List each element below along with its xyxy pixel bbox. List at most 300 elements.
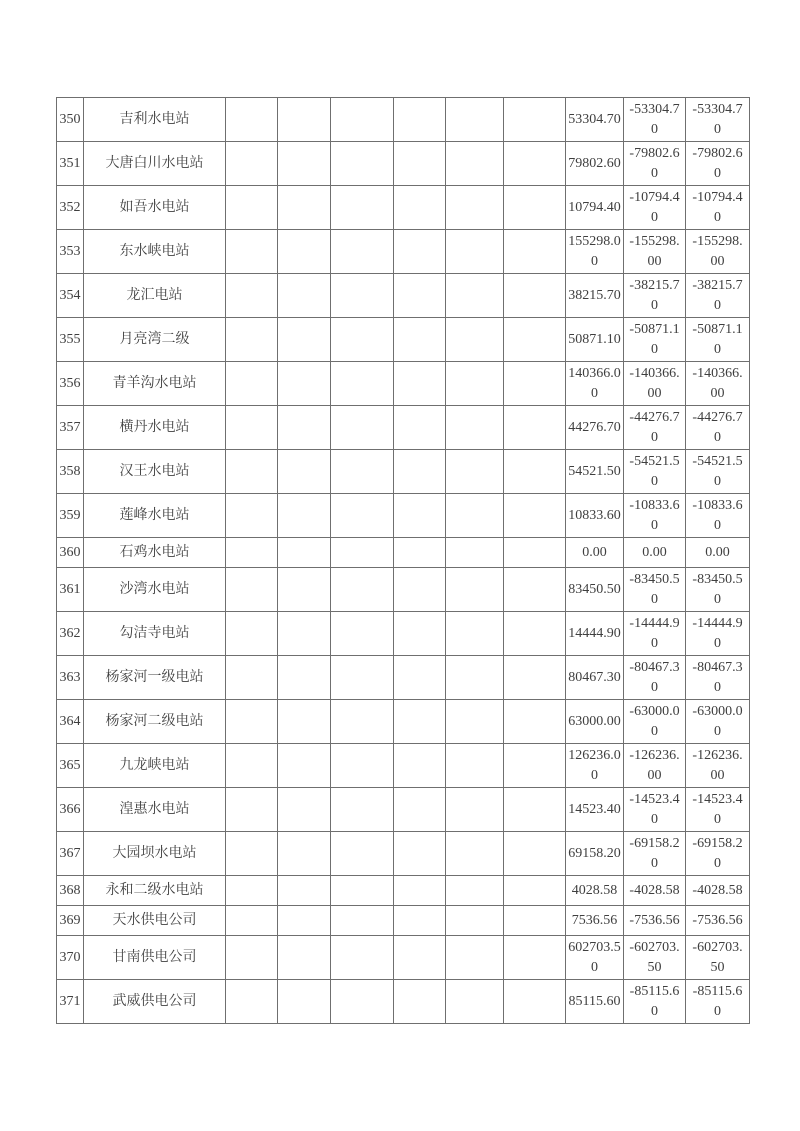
negative-amount-cell-1 [624, 876, 686, 906]
empty-cell [331, 980, 394, 1024]
station-name-cell: 龙汇电站 [84, 274, 226, 318]
negative-amount-cell-2-value: -63000.00 [692, 703, 743, 739]
negative-amount-cell-1 [624, 788, 686, 832]
negative-amount-cell-1-value: -63000.00 [629, 703, 680, 739]
amount-cell-value: 602703.50 [568, 939, 621, 975]
empty-cell [394, 876, 446, 906]
amount-cell-value: 14444.90 [568, 625, 621, 641]
empty-cell [226, 274, 278, 318]
empty-cell [394, 744, 446, 788]
empty-cell [504, 876, 566, 906]
row-number-cell: 359 [57, 494, 84, 538]
empty-cell [394, 274, 446, 318]
empty-cell [278, 450, 331, 494]
empty-cell [278, 318, 331, 362]
empty-cell [226, 406, 278, 450]
empty-cell [446, 318, 504, 362]
negative-amount-cell-1-value: -80467.30 [629, 659, 680, 695]
empty-cell [331, 362, 394, 406]
table-row [57, 700, 750, 744]
empty-cell [278, 186, 331, 230]
row-number-cell: 364 [57, 700, 84, 744]
amount-cell-value: 10833.60 [568, 507, 621, 523]
empty-cell [278, 936, 331, 980]
row-number-cell: 353 [57, 230, 84, 274]
amount-cell [566, 406, 624, 450]
empty-cell [394, 568, 446, 612]
empty-cell [278, 230, 331, 274]
negative-amount-cell-1-value: -38215.70 [629, 277, 680, 313]
negative-amount-cell-2 [686, 832, 750, 876]
empty-cell [504, 906, 566, 936]
station-name-cell: 东水峡电站 [84, 230, 226, 274]
row-number-cell: 358 [57, 450, 84, 494]
empty-cell [226, 876, 278, 906]
negative-amount-cell-1-value: 0.00 [642, 544, 667, 560]
empty-cell [446, 906, 504, 936]
row-number-cell: 369 [57, 906, 84, 936]
row-number-cell: 365 [57, 744, 84, 788]
empty-cell [278, 788, 331, 832]
empty-cell [226, 450, 278, 494]
table-row [57, 568, 750, 612]
empty-cell [446, 142, 504, 186]
row-number-cell: 356 [57, 362, 84, 406]
table-row [57, 832, 750, 876]
empty-cell [394, 906, 446, 936]
table-row [57, 612, 750, 656]
empty-cell [331, 274, 394, 318]
amount-cell [566, 142, 624, 186]
negative-amount-cell-1-value: -10794.40 [629, 189, 680, 225]
negative-amount-cell-2 [686, 612, 750, 656]
amount-cell-value: 38215.70 [568, 287, 621, 303]
negative-amount-cell-1 [624, 700, 686, 744]
negative-amount-cell-1-value: -7536.56 [629, 912, 680, 928]
amount-cell-value: 0.00 [582, 544, 607, 560]
station-name-cell: 大园坝水电站 [84, 832, 226, 876]
empty-cell [446, 744, 504, 788]
amount-cell-value: 155298.00 [568, 233, 621, 269]
amount-cell-value: 54521.50 [568, 463, 621, 479]
negative-amount-cell-1-value: -53304.70 [629, 101, 680, 137]
negative-amount-cell-1 [624, 744, 686, 788]
amount-cell [566, 362, 624, 406]
negative-amount-cell-1 [624, 494, 686, 538]
negative-amount-cell-1 [624, 980, 686, 1024]
negative-amount-cell-1 [624, 186, 686, 230]
empty-cell [226, 230, 278, 274]
empty-cell [278, 656, 331, 700]
empty-cell [446, 700, 504, 744]
negative-amount-cell-1 [624, 906, 686, 936]
empty-cell [226, 980, 278, 1024]
table-row [57, 656, 750, 700]
station-name-cell: 莲峰水电站 [84, 494, 226, 538]
empty-cell [504, 142, 566, 186]
empty-cell [226, 186, 278, 230]
table-row [57, 98, 750, 142]
amount-cell [566, 656, 624, 700]
negative-amount-cell-1 [624, 612, 686, 656]
empty-cell [504, 274, 566, 318]
row-number-cell: 361 [57, 568, 84, 612]
negative-amount-cell-2 [686, 186, 750, 230]
empty-cell [446, 494, 504, 538]
empty-cell [226, 568, 278, 612]
empty-cell [331, 450, 394, 494]
negative-amount-cell-2-value: -83450.50 [692, 571, 743, 607]
negative-amount-cell-2-value: -4028.58 [692, 882, 743, 898]
negative-amount-cell-2-value: -14444.90 [692, 615, 743, 651]
negative-amount-cell-2 [686, 980, 750, 1024]
negative-amount-cell-1-value: -126236.00 [629, 747, 680, 783]
negative-amount-cell-2-value: -126236.00 [692, 747, 743, 783]
amount-cell [566, 612, 624, 656]
empty-cell [446, 450, 504, 494]
negative-amount-cell-1-value: -155298.00 [629, 233, 680, 269]
station-name-cell: 横丹水电站 [84, 406, 226, 450]
empty-cell [504, 98, 566, 142]
empty-cell [394, 538, 446, 568]
empty-cell [226, 538, 278, 568]
empty-cell [504, 568, 566, 612]
empty-cell [394, 788, 446, 832]
negative-amount-cell-2-value: -44276.70 [692, 409, 743, 445]
empty-cell [226, 936, 278, 980]
empty-cell [394, 656, 446, 700]
empty-cell [278, 744, 331, 788]
empty-cell [504, 936, 566, 980]
negative-amount-cell-2 [686, 876, 750, 906]
negative-amount-cell-1-value: -10833.60 [629, 497, 680, 533]
negative-amount-cell-2 [686, 274, 750, 318]
amount-cell-value: 14523.40 [568, 801, 621, 817]
negative-amount-cell-2-value: -53304.70 [692, 101, 743, 137]
amount-cell-value: 79802.60 [568, 155, 621, 171]
empty-cell [504, 700, 566, 744]
empty-cell [504, 832, 566, 876]
empty-cell [394, 700, 446, 744]
amount-cell [566, 98, 624, 142]
row-number-cell: 360 [57, 538, 84, 568]
empty-cell [331, 936, 394, 980]
amount-cell [566, 744, 624, 788]
amount-cell [566, 832, 624, 876]
negative-amount-cell-2-value: -10794.40 [692, 189, 743, 225]
empty-cell [226, 656, 278, 700]
empty-cell [504, 494, 566, 538]
empty-cell [331, 568, 394, 612]
amount-cell [566, 318, 624, 362]
empty-cell [394, 494, 446, 538]
negative-amount-cell-1 [624, 450, 686, 494]
amount-cell [566, 788, 624, 832]
negative-amount-cell-2 [686, 744, 750, 788]
station-name-cell: 天水供电公司 [84, 906, 226, 936]
amount-cell-value: 126236.00 [568, 747, 621, 783]
empty-cell [278, 906, 331, 936]
station-name-cell: 月亮湾二级 [84, 318, 226, 362]
negative-amount-cell-1-value: -79802.60 [629, 145, 680, 181]
negative-amount-cell-1 [624, 538, 686, 568]
negative-amount-cell-1 [624, 656, 686, 700]
negative-amount-cell-1 [624, 936, 686, 980]
empty-cell [226, 318, 278, 362]
station-name-cell: 石鸡水电站 [84, 538, 226, 568]
empty-cell [394, 980, 446, 1024]
row-number-cell: 352 [57, 186, 84, 230]
empty-cell [504, 538, 566, 568]
table-row [57, 980, 750, 1024]
table-row [57, 362, 750, 406]
negative-amount-cell-1-value: -54521.50 [629, 453, 680, 489]
row-number-cell: 366 [57, 788, 84, 832]
empty-cell [446, 406, 504, 450]
negative-amount-cell-2 [686, 494, 750, 538]
empty-cell [226, 744, 278, 788]
amount-cell [566, 700, 624, 744]
negative-amount-cell-1 [624, 98, 686, 142]
empty-cell [504, 186, 566, 230]
empty-cell [226, 494, 278, 538]
empty-cell [278, 98, 331, 142]
empty-cell [226, 700, 278, 744]
empty-cell [446, 980, 504, 1024]
negative-amount-cell-2-value: -602703.50 [692, 939, 743, 975]
row-number-cell: 371 [57, 980, 84, 1024]
empty-cell [226, 98, 278, 142]
table-row [57, 494, 750, 538]
negative-amount-cell-2-value: -7536.56 [692, 912, 743, 928]
negative-amount-cell-2 [686, 406, 750, 450]
amount-cell [566, 980, 624, 1024]
empty-cell [446, 832, 504, 876]
empty-cell [446, 788, 504, 832]
empty-cell [504, 744, 566, 788]
amount-cell-value: 10794.40 [568, 199, 621, 215]
empty-cell [394, 186, 446, 230]
row-number-cell: 350 [57, 98, 84, 142]
station-name-cell: 汉王水电站 [84, 450, 226, 494]
empty-cell [331, 186, 394, 230]
negative-amount-cell-1-value: -4028.58 [629, 882, 680, 898]
amount-cell-value: 69158.20 [568, 845, 621, 861]
amount-cell-value: 53304.70 [568, 111, 621, 127]
amount-cell [566, 494, 624, 538]
row-number-cell: 362 [57, 612, 84, 656]
empty-cell [394, 142, 446, 186]
amount-cell-value: 80467.30 [568, 669, 621, 685]
empty-cell [446, 936, 504, 980]
empty-cell [446, 186, 504, 230]
amount-cell [566, 274, 624, 318]
empty-cell [331, 142, 394, 186]
table-row [57, 788, 750, 832]
negative-amount-cell-1 [624, 406, 686, 450]
row-number-cell: 368 [57, 876, 84, 906]
negative-amount-cell-1-value: -44276.70 [629, 409, 680, 445]
table-row [57, 876, 750, 906]
station-name-cell: 永和二级水电站 [84, 876, 226, 906]
negative-amount-cell-1-value: -69158.20 [629, 835, 680, 871]
amount-cell-value: 7536.56 [571, 912, 618, 928]
negative-amount-cell-1 [624, 274, 686, 318]
row-number-cell: 367 [57, 832, 84, 876]
negative-amount-cell-2 [686, 568, 750, 612]
empty-cell [331, 538, 394, 568]
empty-cell [331, 318, 394, 362]
amount-cell-value: 83450.50 [568, 581, 621, 597]
empty-cell [278, 980, 331, 1024]
empty-cell [278, 700, 331, 744]
empty-cell [504, 318, 566, 362]
amount-cell-value: 85115.60 [568, 993, 621, 1009]
negative-amount-cell-2 [686, 936, 750, 980]
negative-amount-cell-1 [624, 318, 686, 362]
row-number-cell: 363 [57, 656, 84, 700]
station-name-cell: 如吾水电站 [84, 186, 226, 230]
empty-cell [226, 362, 278, 406]
empty-cell [446, 230, 504, 274]
power-station-table [56, 97, 750, 1024]
empty-cell [394, 318, 446, 362]
amount-cell-value: 63000.00 [568, 713, 621, 729]
negative-amount-cell-2 [686, 450, 750, 494]
station-name-cell: 九龙峡电站 [84, 744, 226, 788]
negative-amount-cell-2 [686, 906, 750, 936]
negative-amount-cell-1 [624, 142, 686, 186]
empty-cell [278, 362, 331, 406]
empty-cell [331, 230, 394, 274]
station-name-cell: 甘南供电公司 [84, 936, 226, 980]
table-row [57, 744, 750, 788]
negative-amount-cell-1-value: -83450.50 [629, 571, 680, 607]
negative-amount-cell-1 [624, 832, 686, 876]
empty-cell [394, 230, 446, 274]
empty-cell [394, 832, 446, 876]
station-name-cell: 大唐白川水电站 [84, 142, 226, 186]
empty-cell [504, 612, 566, 656]
row-number-cell: 354 [57, 274, 84, 318]
empty-cell [331, 700, 394, 744]
empty-cell [331, 98, 394, 142]
empty-cell [278, 612, 331, 656]
empty-cell [226, 788, 278, 832]
empty-cell [394, 612, 446, 656]
negative-amount-cell-2-value: -79802.60 [692, 145, 743, 181]
empty-cell [226, 832, 278, 876]
station-name-cell: 湟惠水电站 [84, 788, 226, 832]
station-name-cell: 杨家河二级电站 [84, 700, 226, 744]
empty-cell [446, 538, 504, 568]
empty-cell [394, 406, 446, 450]
empty-cell [504, 656, 566, 700]
table-row [57, 186, 750, 230]
negative-amount-cell-2 [686, 230, 750, 274]
empty-cell [446, 274, 504, 318]
negative-amount-cell-2 [686, 362, 750, 406]
table-body [57, 98, 750, 1024]
empty-cell [331, 876, 394, 906]
station-name-cell: 沙湾水电站 [84, 568, 226, 612]
empty-cell [331, 406, 394, 450]
empty-cell [331, 744, 394, 788]
table-row [57, 936, 750, 980]
table-row [57, 230, 750, 274]
amount-cell [566, 230, 624, 274]
station-name-cell: 勾洁寺电站 [84, 612, 226, 656]
empty-cell [504, 230, 566, 274]
amount-cell-value: 44276.70 [568, 419, 621, 435]
negative-amount-cell-2 [686, 142, 750, 186]
empty-cell [394, 936, 446, 980]
empty-cell [331, 656, 394, 700]
negative-amount-cell-2-value: -140366.00 [692, 365, 743, 401]
empty-cell [504, 362, 566, 406]
empty-cell [226, 142, 278, 186]
empty-cell [226, 612, 278, 656]
negative-amount-cell-2 [686, 700, 750, 744]
empty-cell [278, 538, 331, 568]
station-name-cell: 青羊沟水电站 [84, 362, 226, 406]
station-name-cell: 武威供电公司 [84, 980, 226, 1024]
negative-amount-cell-2 [686, 656, 750, 700]
negative-amount-cell-1-value: -602703.50 [629, 939, 680, 975]
empty-cell [394, 362, 446, 406]
amount-cell [566, 538, 624, 568]
station-name-cell: 杨家河一级电站 [84, 656, 226, 700]
negative-amount-cell-1 [624, 362, 686, 406]
empty-cell [278, 142, 331, 186]
empty-cell [331, 612, 394, 656]
table-row [57, 406, 750, 450]
negative-amount-cell-2 [686, 538, 750, 568]
empty-cell [504, 788, 566, 832]
negative-amount-cell-1-value: -14523.40 [629, 791, 680, 827]
negative-amount-cell-1-value: -50871.10 [629, 321, 680, 357]
empty-cell [446, 362, 504, 406]
negative-amount-cell-2-value: -54521.50 [692, 453, 743, 489]
amount-cell [566, 936, 624, 980]
negative-amount-cell-1 [624, 230, 686, 274]
negative-amount-cell-2 [686, 98, 750, 142]
empty-cell [278, 568, 331, 612]
empty-cell [394, 98, 446, 142]
empty-cell [278, 876, 331, 906]
empty-cell [394, 450, 446, 494]
negative-amount-cell-2-value: -38215.70 [692, 277, 743, 313]
negative-amount-cell-1 [624, 568, 686, 612]
table-row [57, 142, 750, 186]
negative-amount-cell-1-value: -140366.00 [629, 365, 680, 401]
row-number-cell: 357 [57, 406, 84, 450]
negative-amount-cell-2 [686, 318, 750, 362]
amount-cell [566, 186, 624, 230]
empty-cell [278, 832, 331, 876]
amount-cell [566, 568, 624, 612]
empty-cell [331, 906, 394, 936]
negative-amount-cell-2-value: -155298.00 [692, 233, 743, 269]
amount-cell-value: 50871.10 [568, 331, 621, 347]
amount-cell-value: 4028.58 [571, 882, 618, 898]
amount-cell-value: 140366.00 [568, 365, 621, 401]
negative-amount-cell-2-value: -14523.40 [692, 791, 743, 827]
table-row [57, 274, 750, 318]
table-row [57, 538, 750, 568]
negative-amount-cell-1-value: -14444.90 [629, 615, 680, 651]
negative-amount-cell-2-value: -69158.20 [692, 835, 743, 871]
